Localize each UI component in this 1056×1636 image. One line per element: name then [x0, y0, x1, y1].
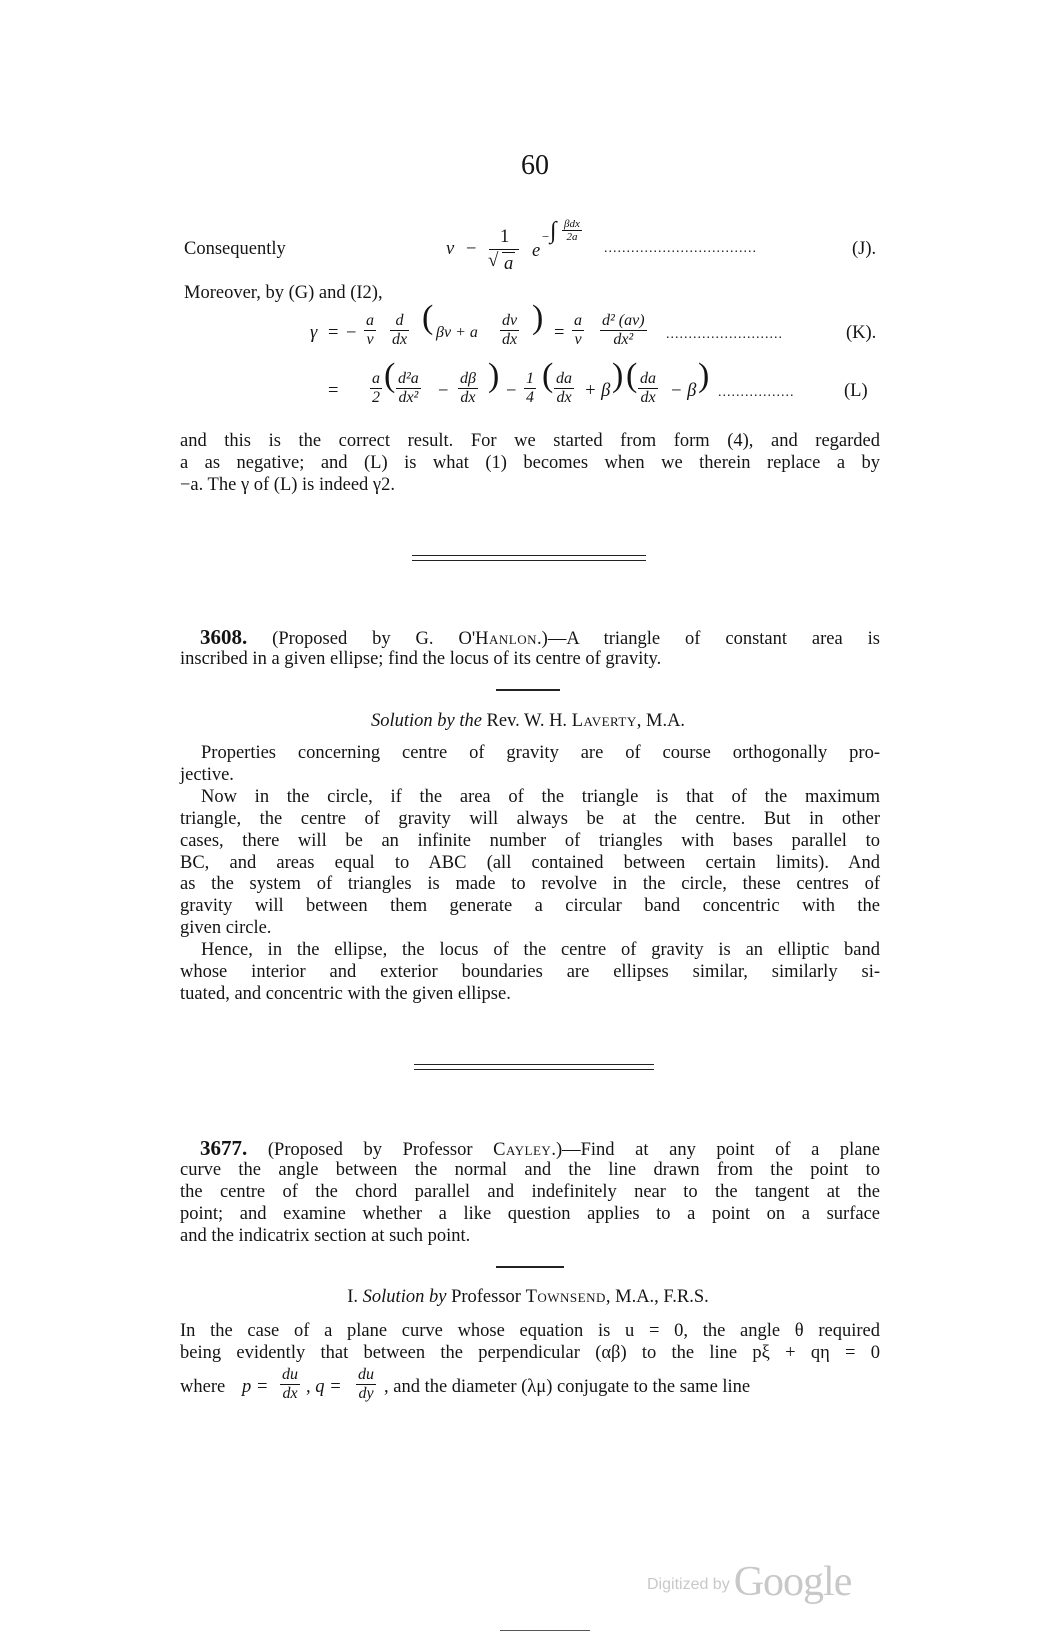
q3677-body-line-3: where p = $\frac{du}{dx}$ , q = $\frac{du}{dy}$ , and the diameter (λμ) conjugate to the same line	[180, 1366, 751, 1402]
eq-k-leader-dots: ..........................	[666, 327, 783, 342]
q3608-solution-heading: Solution by the Rev. W. H. Laverty, M.A.	[370, 711, 686, 731]
eq-l-tag: (L)	[844, 381, 868, 401]
scan-artifact-line	[500, 1630, 590, 1631]
paren: )	[612, 357, 624, 394]
conclusion-line-3: −a. The γ of (L) is indeed γ2.	[180, 475, 395, 495]
paren: )	[488, 357, 500, 394]
section-divider	[414, 1064, 654, 1065]
paren: (	[422, 299, 434, 336]
q3608-line-2: inscribed in a given ellipse; find the locus of its centre of gravity.	[180, 649, 662, 669]
eq-k-gamma: γ	[310, 323, 318, 343]
p-fraction: $\frac{du}{dx}$	[282, 1366, 298, 1402]
eq-k-frac4: $\frac{a}{v}$	[574, 312, 582, 348]
eq-l-leader-dots: .................	[718, 385, 795, 400]
q3608-proposer: Hanlon	[475, 629, 538, 649]
eq-l-eq: =	[328, 381, 339, 401]
eq-k-frac5: $\frac{\text{d² (av)}}{\text{dx²}}$	[602, 312, 645, 348]
page-number: 60	[521, 150, 549, 181]
q3677-proposer: Cayley	[493, 1140, 552, 1160]
eq-k-frac2: $\frac{d}{dx}$	[392, 312, 408, 348]
section-divider	[414, 1069, 654, 1070]
q3608-body-line: Now in the circle, if the area of the triangle is that of the maximum	[201, 787, 880, 807]
sqrt-sign: √	[488, 250, 499, 271]
eq-j-a: a	[504, 254, 514, 274]
eq-l-minus: −	[438, 381, 449, 401]
eq-j-exp-num: βdx	[564, 218, 580, 230]
q3608-body-line: Hence, in the ellipse, the locus of the centre of gravity is an elliptic band	[201, 940, 880, 960]
q3608-heading-line: 3608. (Proposed by G. O'Hanlon.)—A triangle of constant area is	[200, 625, 880, 649]
eq-j-op: −	[466, 239, 477, 259]
eq-k-frac3: $\frac{dv}{dx}$	[502, 312, 518, 348]
q3608-body-line: Properties concerning centre of gravity are of course orthogonally pro-	[201, 743, 880, 763]
q3677-line: curve the angle between the normal and the line drawn from the point to	[180, 1160, 880, 1180]
eq-j-exp-den: 2a	[562, 230, 582, 243]
google-logo: Google	[733, 1559, 852, 1605]
q3677-line: the centre of the chord parallel and indefinitely near to the tangent at the	[180, 1182, 880, 1202]
conclusion-line-1: and this is the correct result. For we started from form (4), and regarded	[180, 431, 880, 451]
eq-l-frac4: $\frac{1}{4}$	[526, 370, 534, 406]
section-divider	[412, 555, 646, 556]
eq-k-minus: −	[346, 323, 357, 343]
q3608-solver: Laverty	[571, 711, 637, 731]
q3608-number: 3608.	[200, 625, 248, 649]
eq-j-exponent	[562, 218, 582, 243]
paren: (	[626, 357, 638, 394]
q3608-body-line: given circle.	[180, 918, 272, 938]
q3608-body-line: gravity will between them generate a circular band concentric with the	[180, 896, 880, 916]
eq-k-eq2: =	[554, 323, 565, 343]
eq-l-plus-beta: + β	[584, 381, 611, 401]
eq-j-tag: (J).	[852, 239, 877, 259]
eq-l-frac5: $\frac{da}{dx}$	[556, 370, 572, 406]
digitized-watermark: Digitized by Google	[647, 1559, 852, 1605]
q3677-heading-line: 3677. (Proposed by Professor Cayley.)—Find at any point of a plane	[200, 1136, 880, 1160]
conclusion-line-2: a as negative; and (L) is what (1) becomes when we therein replace a by	[180, 453, 880, 473]
q3608-body-line: jective.	[180, 765, 234, 785]
short-rule	[496, 689, 560, 691]
q3608-body-line: triangle, the centre of gravity will always be at the centre. But in other	[180, 809, 880, 829]
eq-j-e: e	[532, 241, 541, 261]
q3677-body-line: In the case of a plane curve whose equation is u = 0, the angle θ required	[180, 1321, 880, 1341]
eq-j-integral: ∫	[550, 218, 557, 244]
eq-l-frac2: $\frac{\text{d²a}}{\text{dx²}}$	[398, 370, 419, 406]
q3608-body-line: tuated, and concentric with the given ellipse.	[180, 984, 511, 1004]
q3677-solver: Townsend	[525, 1287, 606, 1307]
q3677-line: and the indicatrix section at such point.	[180, 1226, 471, 1246]
q3608-body-line: cases, there will be an infinite number of triangles with bases parallel to	[180, 831, 880, 851]
eq-j-one: 1	[500, 227, 510, 247]
q3677-body-line: being evidently that between the perpendicular (αβ) to the line pξ + qη = 0	[180, 1343, 880, 1363]
eq-k-frac1: $\frac{a}{v}$	[366, 312, 374, 348]
eq-l-minus2: −	[506, 381, 517, 401]
section-divider	[412, 560, 646, 561]
eq-k-eq: =	[328, 323, 339, 343]
eq-j-leader-dots: ..................................	[604, 241, 757, 256]
paren: (	[542, 357, 554, 394]
q3677-solution-heading: I. Solution by Professor Townsend, M.A., F.R.S.	[347, 1287, 709, 1307]
q-fraction: $\frac{du}{dy}$	[358, 1366, 374, 1402]
eq-j-lhs: v	[446, 239, 455, 259]
eq-k-tag: (K).	[846, 323, 877, 343]
q3608-body-line: whose interior and exterior boundaries are ellipses similar, similarly si-	[180, 962, 880, 982]
eq-l-frac6: $\frac{da}{dx}$	[640, 370, 656, 406]
equation-l	[326, 357, 886, 418]
q3608-body-line: as the system of triangles is made to revolve in the circle, these centres of	[180, 874, 880, 894]
paren: (	[384, 357, 396, 394]
eq-l-minus-beta: − β	[670, 381, 697, 401]
moreover-line: Moreover, by (G) and (I2),	[184, 283, 383, 303]
consequently-word: Consequently	[184, 239, 286, 259]
q3677-number: 3677.	[200, 1136, 248, 1160]
q3677-line: point; and examine whether a like question applies to a point on a surface	[180, 1204, 880, 1224]
eq-l-frac1: $\frac{a}{2}$	[372, 370, 380, 406]
paren: )	[698, 357, 710, 394]
q3608-body-line: BC, and areas equal to ABC (all contained between certain limits). And	[180, 853, 880, 873]
equation-k	[310, 299, 890, 360]
eq-j-exp-minus: −	[542, 229, 550, 244]
short-rule	[496, 1266, 564, 1268]
eq-l-frac3: $\frac{d\beta}{dx}$	[460, 370, 476, 406]
paren: )	[532, 299, 544, 336]
equation-j	[184, 218, 884, 280]
eq-k-inner: βv + a	[436, 324, 478, 341]
